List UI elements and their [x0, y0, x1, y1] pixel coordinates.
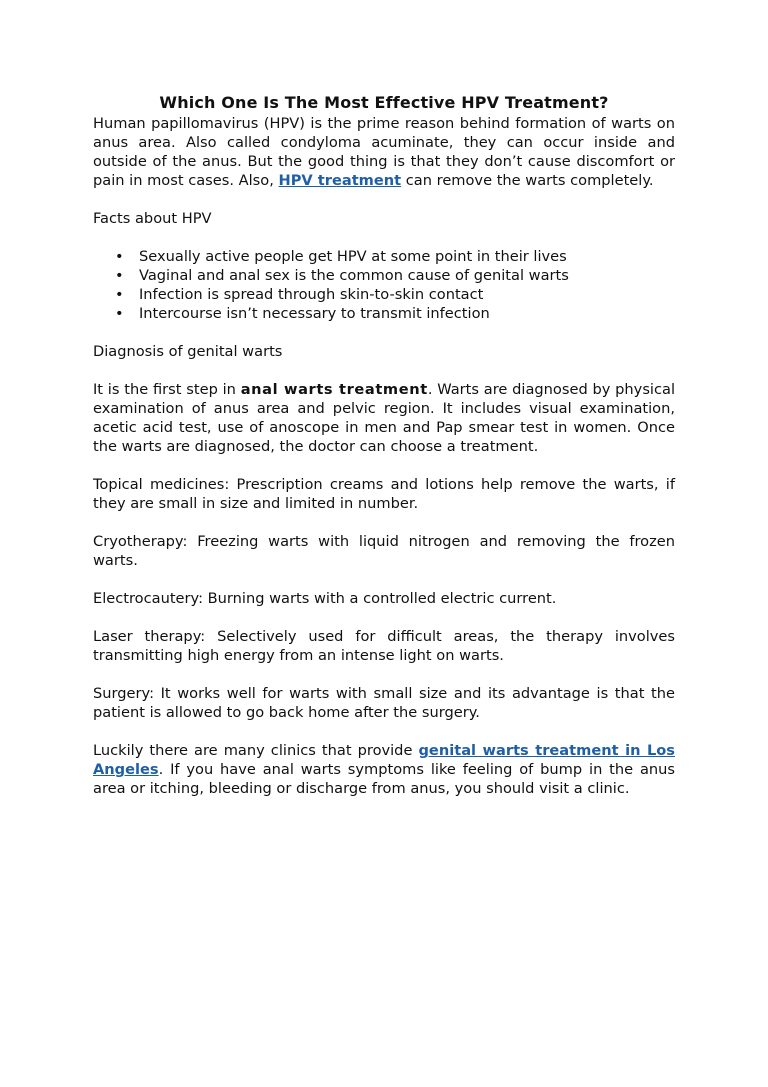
- intro-text-start: Human papillomavirus (HPV) is the prime reason behind formation of warts on anus area. Also called condyloma acuminate, they can occur inside and outside of the anus. But the good thing is that they don’t cause discomfort or pain in most cases. Also,: [93, 115, 675, 189]
- document-body: [93, 114, 675, 798]
- electrocautery-paragraph: Electrocautery: Burning warts with a controlled electric current.: [93, 590, 557, 607]
- diagnosis-paragraph: [93, 380, 675, 456]
- list-item: • Sexually active people get HPV at some point in their lives: [139, 247, 675, 266]
- closing-text-end: . If you have anal warts symptoms like feeling of bump in the anus area or itching, bleeding or discharge from anus, you should visit a clinic.: [93, 761, 675, 797]
- facts-list: [93, 247, 675, 323]
- cryotherapy-paragraph: Cryotherapy: Freezing warts with liquid nitrogen and removing the frozen warts.: [93, 533, 675, 569]
- anal-warts-treatment-emphasis: anal warts treatment: [240, 381, 428, 398]
- intro-text-end: can remove the warts completely.: [401, 172, 654, 189]
- diagnosis-text-end: . Warts are diagnosed by physical examination of anus area and pelvic region. It includes visual examination, acetic acid test, use of anoscope in men and Pap smear test in women. Once the warts are diagnosed, the doctor can choose a treatment.: [93, 381, 675, 455]
- list-item: • Infection is spread through skin-to-skin contact: [139, 285, 675, 304]
- list-item: • Intercourse isn’t necessary to transmit infection: [139, 304, 675, 323]
- hpv-treatment-link[interactable]: HPV treatment: [278, 172, 402, 189]
- closing-paragraph: [93, 741, 675, 798]
- closing-text-start: Luckily there are many clinics that provide: [93, 742, 419, 759]
- diagnosis-heading: Diagnosis of genital warts: [93, 343, 283, 360]
- list-item: • Vaginal and anal sex is the common cause of genital warts: [139, 266, 675, 285]
- page-title: Which One Is The Most Effective HPV Treatment?: [159, 93, 609, 112]
- surgery-paragraph: Surgery: It works well for warts with small size and its advantage is that the patient is allowed to go back home after the surgery.: [93, 685, 675, 721]
- facts-heading: Facts about HPV: [93, 210, 212, 227]
- genital-warts-treatment-link[interactable]: genital warts treatment in Los Angeles: [93, 742, 675, 778]
- intro-paragraph: [93, 114, 675, 190]
- laser-paragraph: Laser therapy: Selectively used for difficult areas, the therapy involves transmitting high energy from an intense light on warts.: [93, 628, 675, 664]
- diagnosis-text-start: It is the first step in: [93, 381, 241, 398]
- topical-paragraph: Topical medicines: Prescription creams and lotions help remove the warts, if they are small in size and limited in number.: [93, 476, 675, 512]
